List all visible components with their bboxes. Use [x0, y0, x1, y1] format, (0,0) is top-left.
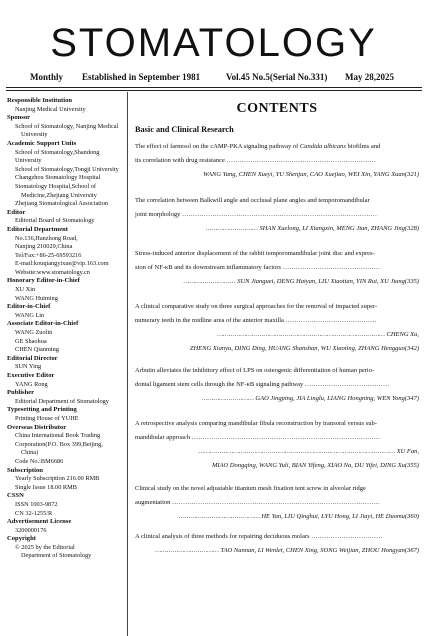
sidebar-section-line: Corporation(P.O. Box 399,Beijing, — [15, 440, 103, 448]
sidebar-section-line: Nanjing 210029,China — [15, 243, 73, 251]
article-title-line: The correlation between Balkwill angle and occlusal plane angles and temporomandibular — [135, 197, 370, 204]
issue-info-line — [10, 72, 420, 86]
sidebar-section-line: Department of Stomatology — [21, 552, 92, 560]
sidebar-section-line: Printing House of YUHE — [15, 414, 79, 422]
column-divider — [127, 92, 128, 636]
sidebar-section-line: 3200000176 — [15, 526, 47, 534]
issue-date: May 28,2025 — [345, 72, 394, 82]
article-title-line: Clinical study on the novel adjustable titanium mesh fixation tent screw in alveolar ridge — [135, 485, 366, 492]
sidebar-section-line: Changzhou Stomatology Hospital — [15, 174, 101, 182]
article-title-line: dontal ligament stem cells through the NF-κB signaling pathway ………………………………… — [135, 381, 390, 388]
article-authors-line: …………………………… TAO Nannan, LI Wenlei, CHEN Xing, SONG Weijian, ZHOU Hongyan(367) — [155, 547, 419, 554]
sidebar-section-title: Subscription — [7, 466, 43, 474]
sidebar-section-line: Yearly Subscription 216.00 RMB — [15, 475, 100, 483]
article-title-line: A clinical comparative study on three surgical approaches for the removal of impacted super- — [135, 303, 378, 310]
established-label: Established in September 1981 — [82, 72, 201, 82]
sidebar-section-line: © 2025 by the Editorial — [15, 543, 75, 551]
sidebar-section-line: CN 32-1255/R — [15, 509, 53, 517]
sidebar-section-line: CHEN Qianming — [15, 346, 59, 354]
sidebar-section-line: Editorial Board of Stomatology — [15, 217, 95, 225]
sidebar-section-line: Code No.:BM6686 — [15, 457, 64, 465]
journal-title: STOMATOLOGY — [50, 21, 377, 65]
article-authors-line: ……………………… SUN Jianguei, DENG Haiyan, LIU Xiaotian, YIN Rui, XU Jiang(335) — [183, 278, 419, 285]
article-authors-line: …………………………………………………………………………… CHENG Xu, — [217, 331, 419, 338]
article-authors-line: …………………………………… HE Yan, LIU Qinghui, LYU Hong, LI Jiayi, HE Duomu(360) — [178, 513, 419, 520]
article-title-line: joint morphology ……………………………………………………………………………… — [135, 211, 377, 218]
sidebar-section-title: Publisher — [7, 389, 35, 397]
sidebar-section-title: Honorary Editor-in-Chief — [7, 277, 80, 285]
sidebar-section-line: SUN Ying — [15, 363, 42, 371]
sidebar-section-line: XU Xin — [15, 286, 36, 294]
sidebar-section-title: Editorial Department — [7, 225, 68, 233]
sidebar-section-line: YANG Rong — [15, 380, 48, 388]
sidebar-section-line: Editorial Department of Stomatology — [15, 397, 109, 405]
sidebar-section-title: Executive Editor — [7, 372, 55, 379]
sidebar-section-title: Associate Editor-in-Chief — [7, 320, 79, 328]
sidebar-section-title: Editor-in-Chief — [7, 303, 51, 311]
sidebar-section-line: China) — [21, 449, 39, 457]
article-authors-line: ………………………………………………………………………………………… XU Fan, — [198, 448, 419, 455]
frequency-label: Monthly — [30, 72, 64, 82]
article-authors-line: MIAO Dongqing, WANG Yuli, BIAN Yifeng, XIAO Na, DU Yifei, DING Xu(355) — [211, 462, 419, 469]
sidebar-section-line: Zhejiang Stomatological Association — [15, 200, 109, 208]
sidebar-section-title: CSSN — [7, 492, 24, 500]
article-title-line: A retrospective analysis comparing mandibular fibula reconstruction by transoral versus sub- — [135, 420, 377, 427]
sidebar-section-line: WANG Lin — [15, 311, 45, 319]
volume-label: Vol.45 No.5(Serial No.331) — [226, 72, 328, 82]
article-authors-line: ZHENG Xianyu, DING Ding, HUANG Shanshan, WU Xiaoting, ZHANG Hengguo(342) — [189, 345, 419, 352]
article-authors-line: ……………………… GAO Jingping, JIA Linglu, LIANG Hongning, WEN Yong(347) — [201, 395, 419, 402]
sidebar-section-title: Editorial Director — [7, 354, 58, 362]
sidebar-section-line: ISSN 1003-9872 — [15, 500, 58, 508]
header-rule-thin — [6, 90, 422, 91]
section-heading: Basic and Clinical Research — [135, 125, 234, 134]
sidebar-section-title: Responsible Institution — [7, 97, 73, 104]
article-title-line: augmentation …………………………………………………………………………………… — [135, 499, 381, 506]
sidebar-section-line: E-mail:kouqiangyixue@vip.163.com — [15, 260, 109, 268]
sidebar-section-line: Medicine,Zhejiang University — [21, 191, 97, 199]
header-rule-thick — [6, 87, 422, 88]
article-title-line: The effect of farnesol on the cAMP-PKA signaling pathway of Candida albicans biofilms and — [135, 143, 381, 150]
sidebar-section-line: WANG Huiming — [15, 294, 58, 302]
sidebar-section-line: Single Issue 18.00 RMB — [15, 483, 77, 491]
masthead-sidebar — [7, 97, 125, 561]
article-title-line: its correlation with drug resistance …………………………………………………………… — [135, 157, 377, 164]
article-title-line: Arbutin alleviates the inhibitory effect of LPS on osteogenic differentiation of human perio- — [135, 367, 375, 374]
article-title-line: mandibular approach …………………………………………………………………………… — [135, 434, 381, 441]
sidebar-section-title: Sponsor — [7, 114, 31, 122]
article-authors-line: ……………………… SHAN Xuelong, LI Xiangxin, MENG Jian, ZHANG Jing(328) — [205, 225, 419, 232]
sidebar-section-title: Editor — [7, 208, 26, 216]
sidebar-section-line: GE Shaohua — [15, 337, 47, 345]
sidebar-section-line: China International Book Trading — [15, 432, 101, 440]
sidebar-section-line: Tel/Fax:+86-25-69593216 — [15, 251, 82, 259]
article-title-line: Stress-induced anterior displacement of the rabbit temporomandibular joint disc and expres- — [135, 250, 375, 257]
sidebar-section-line: School of Stomatology,Shandong University — [15, 148, 100, 165]
article-title-line: sion of NF-κB and its downstream inflammatory factors ……………………………………… — [135, 264, 381, 271]
sidebar-section-line: Stomatology Hospital,School of — [15, 182, 96, 190]
sidebar-section-line: Nanjing Medical University — [15, 105, 86, 113]
sidebar-section-title: Advertisement License — [7, 518, 72, 526]
article-authors-line: WANG Yang, CHEN Xueyi, YU Shenjun, CAO Xuejiao, WEI Xin, YANG Xuan(321) — [203, 171, 419, 178]
article-title-line: A clinical analysis of three methods for repairing deciduous molars …………………………… — [135, 533, 383, 540]
sidebar-section-title: Academic Support Units — [7, 139, 77, 147]
sidebar-section-line: School of Stomatology, Nanjing Medical — [15, 122, 119, 130]
contents-title: CONTENTS — [236, 101, 318, 116]
sidebar-section-line: Website:www.stomatology.cn — [15, 268, 90, 276]
sidebar-section-title: Typesetting and Printing — [7, 406, 77, 414]
sidebar-section-title: Overseas Distributor — [7, 423, 67, 431]
article-title-line: numerary teeth in the midline area of the anterior maxilla …………………………………… — [135, 317, 377, 324]
sidebar-section-title: Copyright — [7, 535, 36, 543]
sidebar-section-line: WANG Zuolin — [15, 329, 53, 337]
sidebar-section-line: School of Stomatology,Tongji University — [15, 165, 119, 173]
sidebar-section-line: No.136,Hanzhong Road, — [15, 234, 78, 242]
sidebar-section-line: University — [21, 131, 48, 139]
